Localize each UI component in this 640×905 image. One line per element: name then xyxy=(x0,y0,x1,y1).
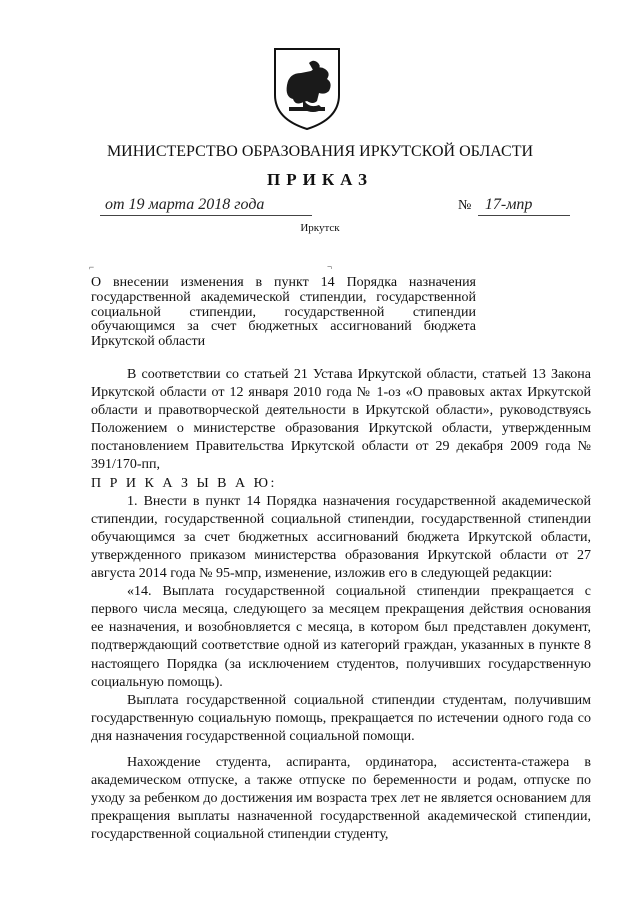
document-type-title: ПРИКАЗ xyxy=(267,170,373,189)
order-number xyxy=(458,196,532,214)
handwritten-date: от 19 марта 2018 года xyxy=(105,196,265,213)
number-sign: № xyxy=(458,198,472,213)
handwritten-number: 17-мпр xyxy=(484,196,533,213)
orders-heading: П Р И К А З Ы В А Ю: xyxy=(91,475,277,491)
title-corner-right: ¬ xyxy=(327,262,333,272)
order-title: О внесении изменения в пункт 14 Порядка назначения государственной академической стипендии, государственной социальной стипендии, государственной стипендии обучающимся за счет бюджетных ассигнований бюджета Иркутской области xyxy=(91,275,476,350)
city-name: Иркутск xyxy=(300,222,340,234)
item-1-paragraph: 1. Внести в пункт 14 Порядка назначения государственной академической стипендии, государственной социальной стипендии, государственной стипендии обучающимся за счет бюджетных ассигнований бюджета Иркутской области, утвержденного приказом министерства образования Иркутской области от 27 августа 2014 года № 95-мпр, изменение, изложив его в следующей редакции: xyxy=(91,493,591,582)
preamble-paragraph: В соответствии со статьей 21 Устава Иркутской области, статьей 13 Закона Иркутской области от 12 января 2010 года № 1-оз «О правовых актах Иркутской области и правотворческой деятельности в Иркутской области», руководствуясь Положением о министерстве образования Иркутской области, утвержденным постановлением Правительства Иркутской области от 29 декабря 2009 года № 391/170-пп, xyxy=(91,367,591,473)
order-body xyxy=(91,366,591,844)
order-date xyxy=(95,196,264,214)
quote-paragraph-1: «14. Выплата государственной социальной стипендии прекращается с первого числа месяца, следующего за месяцем прекращения действия основания ее назначения, и возобновляется с месяца, в котором был представлен документ, подтверждающий соответствие одной из категорий граждан, указанных в пункте 8 настоящего Порядка (за исключением студентов, получивших государственную социальную помощь). xyxy=(91,584,591,690)
quote-paragraph-3: Нахождение студента, аспиранта, ординатора, ассистента-стажера в академическом отпуске, а также отпуске по беременности и родам, отпуске по уходу за ребенком до достижения им возраста трех лет не является основанием для прекращения выплаты назначенной государственной академической стипендии, государственной социальной стипендии студенту, xyxy=(91,754,591,843)
ministry-name: МИНИСТЕРСТВО ОБРАЗОВАНИЯ ИРКУТСКОЙ ОБЛАСТИ xyxy=(106,143,534,160)
irkutsk-coat-of-arms-emblem xyxy=(267,43,347,133)
title-corner-left: ⌐ xyxy=(89,262,95,272)
quote-paragraph-2: Выплата государственной социальной стипендии студентам, получившим государственную социальную помощь, прекращается по истечении одного года со дня назначения государственной социальной помощи. xyxy=(91,692,591,744)
number-underline xyxy=(478,215,570,216)
date-underline xyxy=(100,215,312,216)
